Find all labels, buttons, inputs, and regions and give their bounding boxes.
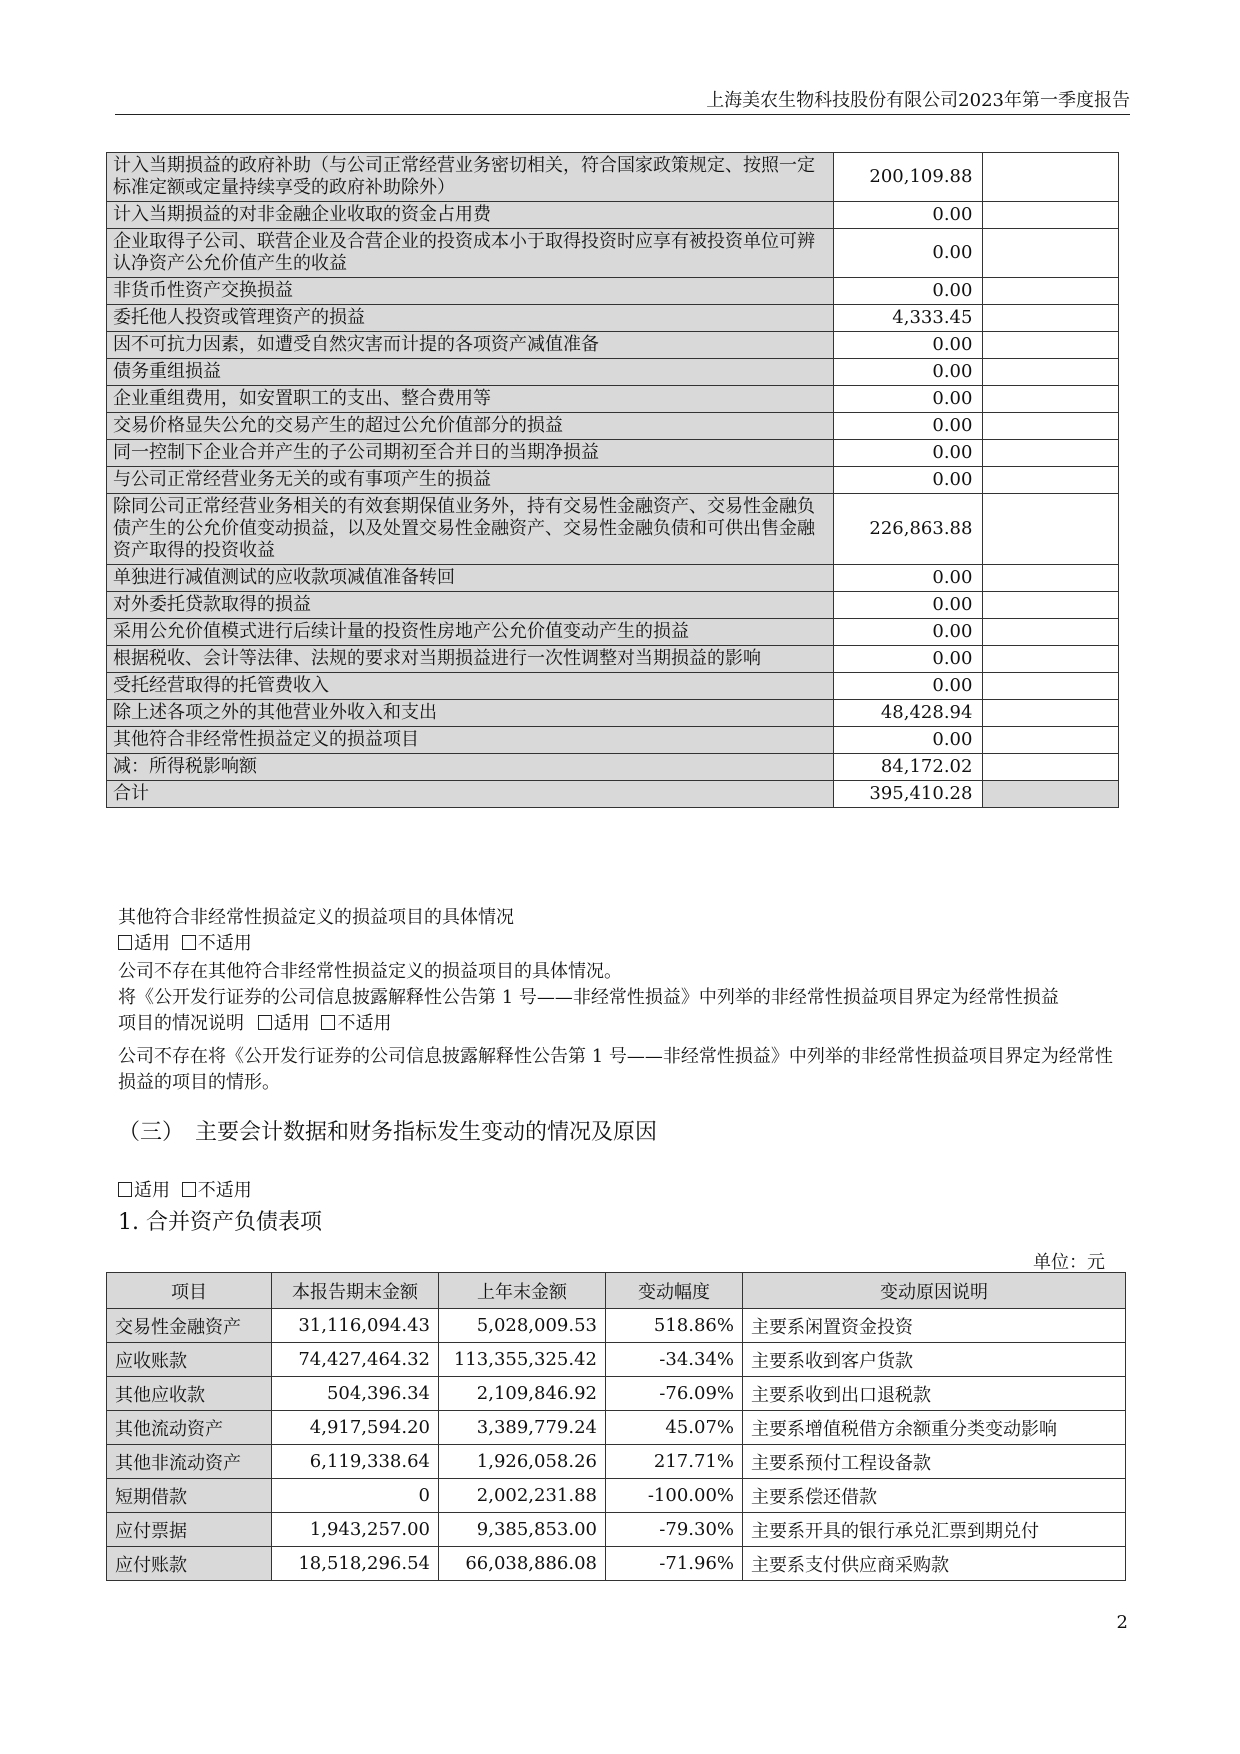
reason-cell: 主要系预付工程设备款: [743, 1445, 1126, 1479]
table-row: [107, 305, 1119, 332]
item-cell: 其他非流动资产: [107, 1445, 272, 1479]
amount-cell: 0.00: [833, 386, 983, 413]
table-row: [107, 700, 1119, 727]
table-row: [107, 1377, 1126, 1411]
note-cell: [983, 494, 1119, 565]
label-not-applicable-2: 不适用: [337, 1013, 392, 1034]
table-row: [107, 1343, 1126, 1377]
column-header: 上年末金额: [439, 1273, 606, 1309]
prior-amount-cell: 66,038,886.08: [439, 1547, 606, 1581]
column-header: 本报告期末金额: [272, 1273, 439, 1309]
amount-cell: 0.00: [833, 592, 983, 619]
total-row: [107, 781, 1119, 808]
change-rate-cell: -100.00%: [606, 1479, 743, 1513]
label-not-applicable-3: 不适用: [197, 1180, 252, 1201]
item-cell: 对外委托贷款取得的损益: [107, 592, 834, 619]
table-row: [107, 646, 1119, 673]
prior-amount-cell: 2,109,846.92: [439, 1377, 606, 1411]
item-cell: 因不可抗力因素，如遭受自然灾害而计提的各项资产减值准备: [107, 332, 834, 359]
label-applicable-1: 适用: [134, 933, 170, 954]
item-cell: 应收账款: [107, 1343, 272, 1377]
item-cell: 债务重组损益: [107, 359, 834, 386]
amount-cell: 48,428.94: [833, 700, 983, 727]
checkbox-not-applicable-3[interactable]: [182, 1182, 196, 1197]
table-row: [107, 332, 1119, 359]
amount-cell: 0.00: [833, 673, 983, 700]
note-cell: [983, 467, 1119, 494]
item-cell: 与公司正常经营业务无关的或有事项产生的损益: [107, 467, 834, 494]
item-cell: 计入当期损益的对非金融企业收取的资金占用费: [107, 202, 834, 229]
table-row: [107, 202, 1119, 229]
applicable-choice-1: [118, 931, 1118, 957]
note-cell: [983, 592, 1119, 619]
current-amount-cell: 31,116,094.43: [272, 1309, 439, 1343]
prior-amount-cell: 5,028,009.53: [439, 1309, 606, 1343]
no-other-items-text: 公司不存在其他符合非经常性损益定义的损益项目的具体情况。: [118, 961, 622, 982]
note-cell: [983, 332, 1119, 359]
reason-cell: 主要系闲置资金投资: [743, 1309, 1126, 1343]
item-cell: 单独进行减值测试的应收款项减值准备转回: [107, 565, 834, 592]
table-row: [107, 727, 1119, 754]
change-rate-cell: 518.86%: [606, 1309, 743, 1343]
applicable-choice-3: [118, 1178, 1118, 1204]
table-row: [107, 467, 1119, 494]
table-row: [107, 494, 1119, 565]
label-applicable-2: 适用: [273, 1013, 310, 1034]
unit-label: 单位：元: [1033, 1252, 1105, 1273]
amount-cell: 0.00: [833, 565, 983, 592]
amount-cell: 0.00: [833, 359, 983, 386]
item-cell: 同一控制下企业合并产生的子公司期初至合并日的当期净损益: [107, 440, 834, 467]
change-rate-cell: -34.34%: [606, 1343, 743, 1377]
prior-amount-cell: 9,385,853.00: [439, 1513, 606, 1547]
note-cell: [983, 153, 1119, 202]
item-cell: 企业取得子公司、联营企业及合营企业的投资成本小于取得投资时应享有被投资单位可辨认净资产公允价值产生的收益: [107, 229, 834, 278]
current-amount-cell: 1,943,257.00: [272, 1513, 439, 1547]
total-label: 合计: [107, 781, 834, 808]
table-row: [107, 386, 1119, 413]
amount-cell: 0.00: [833, 440, 983, 467]
table-row: [107, 1411, 1126, 1445]
amount-cell: 0.00: [833, 413, 983, 440]
item-cell: 受托经营取得的托管费收入: [107, 673, 834, 700]
other-items-heading: 其他符合非经常性损益定义的损益项目的具体情况: [118, 907, 514, 928]
item-cell: 短期借款: [107, 1479, 272, 1513]
balance-sheet-changes-table: [106, 1272, 1126, 1581]
checkbox-applicable-1[interactable]: [118, 935, 132, 950]
label-not-applicable-1: 不适用: [197, 933, 252, 954]
item-cell: 交易价格显失公允的交易产生的超过公允价值部分的损益: [107, 413, 834, 440]
item-cell: 企业重组费用，如安置职工的支出、整合费用等: [107, 386, 834, 413]
current-amount-cell: 6,119,338.64: [272, 1445, 439, 1479]
no-reclassification-text: 公司不存在将《公开发行证券的公司信息披露解释性公告第 1 号——非经常性损益》中列举的非经常性损益项目界定为经常性损益的项目的情形。: [118, 1046, 1113, 1093]
note-cell: [983, 619, 1119, 646]
checkbox-applicable-3[interactable]: [118, 1182, 132, 1197]
item-cell: 其他符合非经常性损益定义的损益项目: [107, 727, 834, 754]
reason-cell: 主要系支付供应商采购款: [743, 1547, 1126, 1581]
table-row: [107, 229, 1119, 278]
reason-cell: 主要系收到客户货款: [743, 1343, 1126, 1377]
change-rate-cell: 217.71%: [606, 1445, 743, 1479]
note-cell: [983, 229, 1119, 278]
column-header: 变动原因说明: [743, 1273, 1126, 1309]
change-rate-cell: -76.09%: [606, 1377, 743, 1411]
table-row: [107, 413, 1119, 440]
page-number: 2: [1116, 1612, 1128, 1633]
item-cell: 减：所得税影响额: [107, 754, 834, 781]
item-cell: 交易性金融资产: [107, 1309, 272, 1343]
amount-cell: 0.00: [833, 619, 983, 646]
reclassification-text: [118, 985, 1118, 1037]
amount-cell: 226,863.88: [833, 494, 983, 565]
current-amount-cell: 74,427,464.32: [272, 1343, 439, 1377]
table-row: [107, 673, 1119, 700]
note-cell: [983, 440, 1119, 467]
prior-amount-cell: 113,355,325.42: [439, 1343, 606, 1377]
checkbox-not-applicable-2[interactable]: [321, 1015, 335, 1030]
table-row: [107, 153, 1119, 202]
amount-cell: 200,109.88: [833, 153, 983, 202]
item-cell: 根据税收、会计等法律、法规的要求对当期损益进行一次性调整对当期损益的影响: [107, 646, 834, 673]
note-cell: [983, 202, 1119, 229]
column-header: 变动幅度: [606, 1273, 743, 1309]
note-cell: [983, 565, 1119, 592]
note-cell: [983, 673, 1119, 700]
note-cell: [983, 646, 1119, 673]
label-applicable-3: 适用: [134, 1180, 170, 1201]
note-cell: [983, 700, 1119, 727]
note-cell: [983, 305, 1119, 332]
table-row: [107, 1445, 1126, 1479]
amount-cell: 0.00: [833, 332, 983, 359]
reason-cell: 主要系收到出口退税款: [743, 1377, 1126, 1411]
item-cell: 应付账款: [107, 1547, 272, 1581]
note-cell: [983, 754, 1119, 781]
amount-cell: 84,172.02: [833, 754, 983, 781]
reason-cell: 主要系开具的银行承兑汇票到期兑付: [743, 1513, 1126, 1547]
item-cell: 其他流动资产: [107, 1411, 272, 1445]
checkbox-applicable-2[interactable]: [258, 1015, 272, 1030]
table-row: [107, 1513, 1126, 1547]
item-cell: 计入当期损益的政府补助（与公司正常经营业务密切相关，符合国家政策规定、按照一定标准定额或定量持续享受的政府补助除外）: [107, 153, 834, 202]
amount-cell: 0.00: [833, 202, 983, 229]
current-amount-cell: 0: [272, 1479, 439, 1513]
table-row: [107, 359, 1119, 386]
amount-cell: 0.00: [833, 646, 983, 673]
change-rate-cell: 45.07%: [606, 1411, 743, 1445]
note-cell: [983, 386, 1119, 413]
table-row: [107, 565, 1119, 592]
table-row: [107, 278, 1119, 305]
item-cell: 委托他人投资或管理资产的损益: [107, 305, 834, 332]
reason-cell: 主要系增值税借方余额重分类变动影响: [743, 1411, 1126, 1445]
table-row: [107, 592, 1119, 619]
item-cell: 其他应收款: [107, 1377, 272, 1411]
current-amount-cell: 18,518,296.54: [272, 1547, 439, 1581]
amount-cell: 0.00: [833, 467, 983, 494]
amount-cell: 4,333.45: [833, 305, 983, 332]
total-amount: 395,410.28: [833, 781, 983, 808]
page-header: [115, 78, 1130, 115]
current-amount-cell: 4,917,594.20: [272, 1411, 439, 1445]
table-row: [107, 1309, 1126, 1343]
item-cell: 应付票据: [107, 1513, 272, 1547]
item-cell: 除同公司正常经营业务相关的有效套期保值业务外，持有交易性金融资产、交易性金融负债产生的公允价值变动损益，以及处置交易性金融资产、交易性金融负债和可供出售金融资产取得的投资收益: [107, 494, 834, 565]
table-row: [107, 1547, 1126, 1581]
checkbox-not-applicable-1[interactable]: [182, 935, 196, 950]
amount-cell: 0.00: [833, 229, 983, 278]
amount-cell: 0.00: [833, 727, 983, 754]
prior-amount-cell: 1,926,058.26: [439, 1445, 606, 1479]
item-cell: 除上述各项之外的其他营业外收入和支出: [107, 700, 834, 727]
prior-amount-cell: 2,002,231.88: [439, 1479, 606, 1513]
item-cell: 非货币性资产交换损益: [107, 278, 834, 305]
note-cell: [983, 278, 1119, 305]
current-amount-cell: 504,396.34: [272, 1377, 439, 1411]
reclassification-line-2: 项目的情况说明: [118, 1013, 244, 1034]
subsection-heading: 1. 合并资产负债表项: [118, 1210, 322, 1235]
reason-cell: 主要系偿还借款: [743, 1479, 1126, 1513]
change-rate-cell: -71.96%: [606, 1547, 743, 1581]
non-recurring-gains-table: [106, 152, 1119, 808]
table-row: [107, 1479, 1126, 1513]
table-row: [107, 440, 1119, 467]
note-cell: [983, 359, 1119, 386]
section-heading: （三） 主要会计数据和财务指标发生变动的情况及原因: [118, 1120, 658, 1145]
prior-amount-cell: 3,389,779.24: [439, 1411, 606, 1445]
column-header: 项目: [107, 1273, 272, 1309]
report-title: 上海美农生物科技股份有限公司2023年第一季度报告: [706, 90, 1130, 111]
reclassification-line-1: 将《公开发行证券的公司信息披露解释性公告第 1 号——非经常性损益》中列举的非经常性损益项目界定为经常性损益: [118, 987, 1059, 1008]
note-cell: [983, 727, 1119, 754]
table-row: [107, 619, 1119, 646]
amount-cell: 0.00: [833, 278, 983, 305]
note-cell: [983, 413, 1119, 440]
table-row: [107, 754, 1119, 781]
total-note: [983, 781, 1119, 808]
item-cell: 采用公允价值模式进行后续计量的投资性房地产公允价值变动产生的损益: [107, 619, 834, 646]
change-rate-cell: -79.30%: [606, 1513, 743, 1547]
